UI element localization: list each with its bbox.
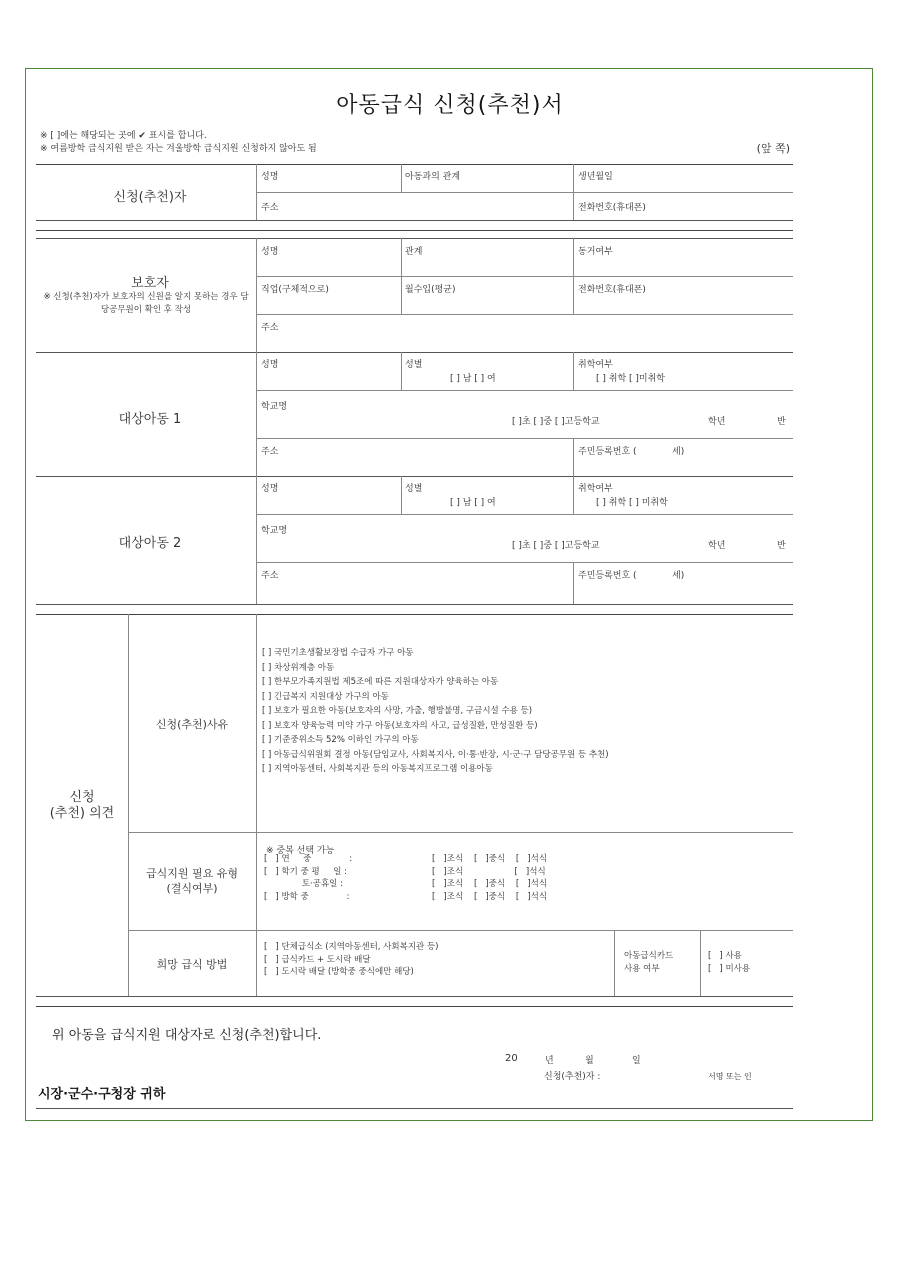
applicant-label: 신청(추천)자	[113, 190, 187, 205]
child1-rrn-field[interactable]: 주민등록번호 (	[578, 447, 637, 457]
applicant-phone-field[interactable]: 전화번호(휴대폰)	[578, 203, 646, 213]
rule	[573, 562, 574, 604]
child1-school-field[interactable]: 학교명	[261, 402, 288, 412]
meal-time-options[interactable]: [ ]조식 [ ]중식 [ ]석식 [ ]조식 [ ]석식 [ ]조식 [ ]중식 [ ]석식 [ ]조식 [ ]중식 [ ]석식	[432, 854, 548, 902]
child1-gender-options[interactable]: [ ] 남 [ ] 여	[450, 374, 496, 384]
rule	[700, 930, 701, 996]
child2-school-status-label: 취학여부	[578, 484, 613, 494]
guardian-income-field[interactable]: 월수입(평균)	[405, 285, 456, 295]
child1-label: 대상아동 1	[118, 412, 182, 427]
rule	[256, 352, 257, 476]
child2-rrn-field[interactable]: 주민등록번호 (	[578, 571, 637, 581]
rule	[36, 476, 793, 477]
date-year-label: 년	[545, 1056, 554, 1066]
child1-grade-label: 학년	[708, 417, 726, 427]
meal-card-options[interactable]: [ ] 사용 [ ] 미사용	[708, 951, 751, 974]
meal-method-options[interactable]: [ ] 단체급식소 (지역아동센터, 사회복지관 등) [ ] 급식카드 + 도시락 배달 [ ] 도시락 배달 (방학중 중식에만 해당)	[264, 942, 439, 977]
child2-label: 대상아동 2	[118, 536, 182, 551]
rule	[256, 438, 793, 439]
rule	[36, 996, 793, 997]
applicant-birth-field[interactable]: 생년월일	[578, 172, 613, 182]
meal-period-options[interactable]: [ ] 연 중 : [ ] 학기 중 평 일 : 토·공휴일 : [ ] 방학 중 :	[264, 854, 353, 902]
rule	[36, 1108, 793, 1109]
rule	[128, 614, 129, 996]
rule	[128, 832, 793, 833]
child2-age-label: 세)	[672, 571, 685, 581]
child2-school-status-options[interactable]: [ ] 취학 [ ] 미취학	[596, 498, 668, 508]
child2-name-field[interactable]: 성명	[261, 484, 279, 494]
opinion-label: 신청 (추천) 의견	[49, 790, 115, 821]
child2-gender-options[interactable]: [ ] 남 [ ] 여	[450, 498, 496, 508]
rule	[36, 238, 793, 239]
guardian-note: ※ 신청(추천)자가 보호자의 신원을 알지 못하는 경우 담당공무원이 확인 후 작성	[43, 292, 249, 315]
addressee: 시장·군수·구청장 귀하	[38, 1087, 166, 1102]
form-title: 아동급식 신청(추천)서	[336, 93, 564, 118]
child1-age-label: 세)	[672, 447, 685, 457]
rule	[401, 164, 402, 192]
rule	[573, 476, 574, 514]
child2-school-type-options[interactable]: [ ]초 [ ]중 [ ]고등학교	[512, 541, 600, 551]
applicant-address-field[interactable]: 주소	[261, 203, 279, 213]
child2-gender-label: 성별	[405, 484, 423, 494]
rule	[401, 476, 402, 514]
rule	[36, 604, 793, 605]
guardian-address-field[interactable]: 주소	[261, 323, 279, 333]
child2-class-label: 반	[777, 541, 786, 551]
guardian-cohabit-field[interactable]: 동거여부	[578, 247, 613, 257]
reason-checklist[interactable]: [ ] 국민기초생활보장법 수급자 가구 아동 [ ] 차상위계층 아동 [ ] 한부모가족지원법 제5조에 따른 지원대상자가 양육하는 아동 [ ] 긴급복지 지원대상 가구의 아동 [ ] 보호가 필요한 아동(보호자의 사망, 가출, 행방불명, 구금시설 수용 등) [ ] 보호자 양육능력 미약 가구 아동(보호자의 사고, 급성질환, 만성질환 등) [ ] 기준중위소득 52% 이하인 가구의 아동 [ ] 아동급식위원회 결정 아동(담임교사, 사회복지사, 이·통·반장, 시·군·구 담당공무원 등 추천) [ ] 지역아동센터, 사회복지관 등의 아동복지프로그램 이용아동	[262, 648, 609, 774]
meal-method-label: 희망 급식 방법	[156, 958, 228, 971]
rule	[256, 614, 257, 996]
reason-label: 신청(추천)사유	[155, 718, 229, 731]
child1-name-field[interactable]: 성명	[261, 360, 279, 370]
page-side-label: (앞 쪽)	[756, 142, 790, 155]
rule	[256, 276, 793, 277]
rule	[128, 930, 793, 931]
child1-school-status-options[interactable]: [ ] 취학 [ ]미취학	[596, 374, 665, 384]
rule	[36, 220, 793, 221]
child2-school-field[interactable]: 학교명	[261, 526, 288, 536]
meal-type-label: 급식지원 필요 유형 (결식여부)	[145, 867, 238, 895]
child1-school-type-options[interactable]: [ ]초 [ ]중 [ ]고등학교	[512, 417, 600, 427]
rule	[256, 390, 793, 391]
child1-school-status-label: 취학여부	[578, 360, 613, 370]
child1-gender-label: 성별	[405, 360, 423, 370]
meal-card-label: 아동급식카드 사용 여부	[624, 951, 674, 974]
child1-address-field[interactable]: 주소	[261, 447, 279, 457]
guardian-job-field[interactable]: 직업(구체적으로)	[261, 285, 329, 295]
date-year[interactable]: 20	[505, 1053, 518, 1064]
rule	[256, 192, 793, 193]
declaration-text: 위 아동을 급식지원 대상자로 신청(추천)합니다.	[52, 1028, 322, 1043]
guardian-label: 보호자	[131, 276, 169, 291]
rule	[256, 238, 257, 352]
rule	[36, 352, 793, 353]
guardian-name-field[interactable]: 성명	[261, 247, 279, 257]
child2-grade-label: 학년	[708, 541, 726, 551]
rule	[573, 438, 574, 476]
rule	[36, 230, 793, 231]
rule	[401, 352, 402, 390]
rule	[256, 562, 793, 563]
rule	[256, 476, 257, 604]
applicant-name-field[interactable]: 성명	[261, 172, 279, 182]
meal-type-note: ※ 중복 선택 가능	[266, 846, 335, 856]
child2-address-field[interactable]: 주소	[261, 571, 279, 581]
note-checkbox: ※ [ ]에는 해당되는 곳에 ✔ 표시를 합니다.	[40, 131, 207, 141]
rule	[36, 1006, 793, 1007]
guardian-phone-field[interactable]: 전화번호(휴대폰)	[578, 285, 646, 295]
applicant-relation-field[interactable]: 아동과의 관계	[405, 172, 461, 182]
guardian-relation-field[interactable]: 관계	[405, 247, 423, 257]
rule	[614, 930, 615, 996]
date-day-label: 일	[632, 1056, 641, 1066]
rule	[573, 352, 574, 390]
signature-field[interactable]: 서명 또는 인	[708, 1072, 752, 1081]
child1-class-label: 반	[777, 417, 786, 427]
date-month-label: 월	[585, 1056, 594, 1066]
rule	[36, 614, 793, 615]
rule	[36, 164, 793, 165]
signer-label: 신청(추천)자 :	[544, 1072, 601, 1082]
note-summer: ※ 여름방학 급식지원 받은 자는 겨울방학 급식지원 신청하지 않아도 됨	[40, 144, 317, 154]
rule	[256, 314, 793, 315]
rule	[256, 514, 793, 515]
